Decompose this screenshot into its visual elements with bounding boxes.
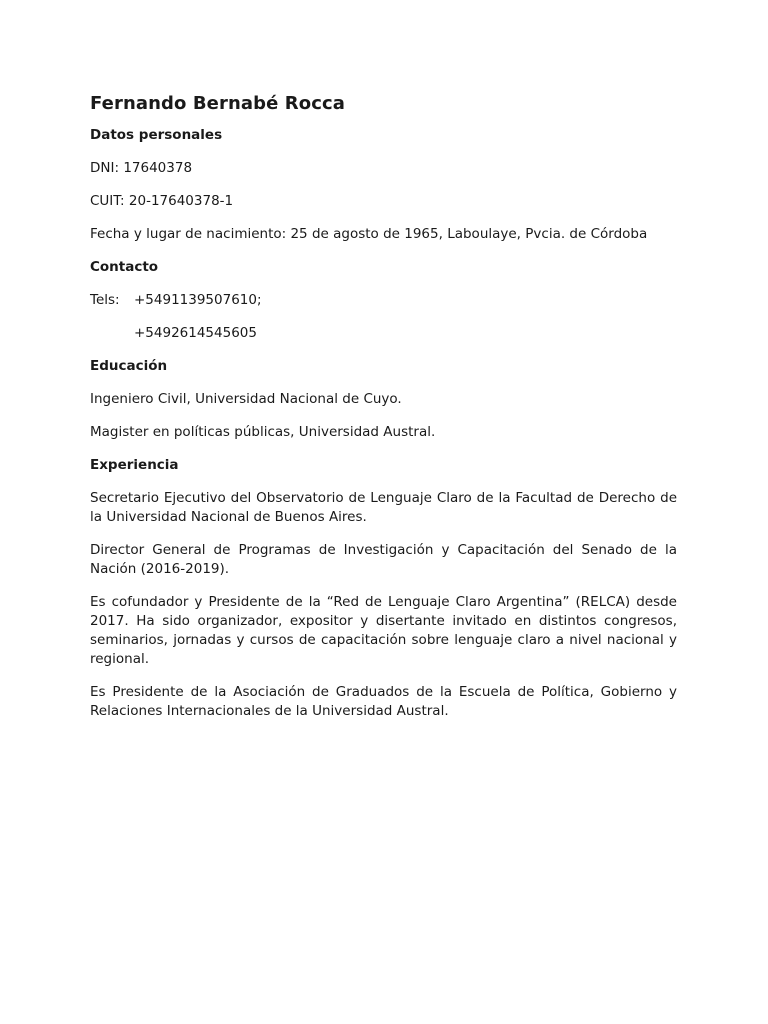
education-item: Ingeniero Civil, Universidad Nacional de Cuyo. <box>90 391 402 407</box>
experience-item: Es cofundador y Presidente de la “Red de Lenguaje Claro Argentina” (RELCA) desde 2017. Ha sido organizador, expositor y disertante invitado en distintos congresos, seminarios, jornadas y cursos de capacitación sobre lenguaje claro a nivel nacional y regional. <box>90 594 677 667</box>
document-page <box>90 92 677 735</box>
section-heading-experience: Experiencia <box>90 457 179 473</box>
birth-text: Fecha y lugar de nacimiento: 25 de agosto de 1965, Laboulaye, Pvcia. de Córdoba <box>90 226 648 242</box>
phone-1: +5491139507610; <box>134 292 262 308</box>
section-heading-education: Educación <box>90 358 168 374</box>
tels-spacer <box>90 324 134 343</box>
experience-item: Secretario Ejecutivo del Observatorio de Lenguaje Claro de la Facultad de Derecho de la Universidad Nacional de Buenos Aires. <box>90 490 677 525</box>
cuit-text: CUIT: 20-17640378-1 <box>90 193 234 209</box>
dni-text: DNI: 17640378 <box>90 160 193 176</box>
phone-row-2 <box>90 324 677 343</box>
section-heading-personal: Datos personales <box>90 127 223 143</box>
person-name: Fernando Bernabé Rocca <box>90 93 345 114</box>
phone-row-1 <box>90 291 677 310</box>
experience-item: Es Presidente de la Asociación de Graduados de la Escuela de Política, Gobierno y Relaciones Internacionales de la Universidad Austral. <box>90 684 677 719</box>
tels-label: Tels: <box>90 292 120 308</box>
education-item: Magister en políticas públicas, Universidad Austral. <box>90 424 436 440</box>
phone-2: +5492614545605 <box>134 325 257 341</box>
experience-item: Director General de Programas de Investigación y Capacitación del Senado de la Nación (2016-2019). <box>90 542 677 577</box>
section-heading-contact: Contacto <box>90 259 159 275</box>
